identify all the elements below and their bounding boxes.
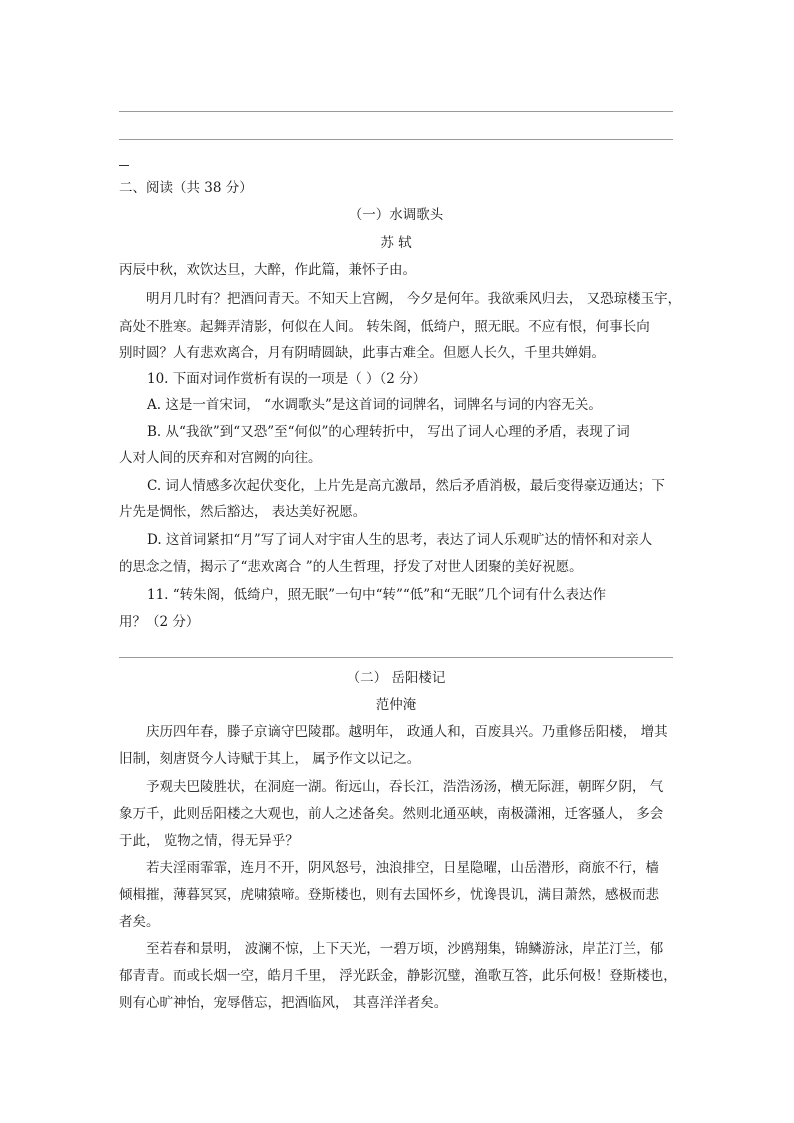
poem-line: 别时圆？人有悲欢离合，月有阴晴圆缺，此事古难全。但愿人长久，千里共婵娟。 xyxy=(119,345,605,361)
question-10-option-b-cont: 人对人间的厌弃和对宫阙的向往。 xyxy=(119,450,322,466)
essay-paragraph-line: 旧制，刻唐贤今人诗赋于其上， 属予作文以记之。 xyxy=(119,751,421,767)
question-10-option-d: D. 这首词紧扣“月”写了词人对宇宙人生的思考，表达了词人乐观旷达的情怀和对亲人 xyxy=(147,532,653,548)
essay-paragraph-line: 郁青青。而或长烟一空，皓月千里， 浮光跃金，静影沉璧，渔歌互答，此乐何极！登斯楼也， xyxy=(119,968,677,984)
header-rule-top xyxy=(119,111,673,112)
poem-line: 高处不胜寒。起舞弄清影，何似在人间。 转朱阁，低绮户，照无眠。不应有恨，何事长向 xyxy=(119,319,650,335)
question-10-option-d-cont: 的思念之情，揭示了“悲欢离合 ”的人生哲理，抒发了对世人团聚的美好祝愿。 xyxy=(119,559,583,575)
poem-line: 明月几时有？把酒问青天。不知天上宫阙， 今夕是何年。我欲乘风归去， 又恐琼楼玉宇， xyxy=(146,291,682,307)
essay-paragraph-line: 者矣。 xyxy=(119,914,160,930)
question-11-stem: 11. “转朱阁，低绮户，照无眠”一句中“转”“低”和“无眠”几个词有什么表达作 xyxy=(147,587,606,603)
essay-paragraph-line: 倾楫摧，薄暮冥冥，虎啸猿啼。登斯楼也，则有去国怀乡，忧谗畏讥，满目萧然，感极而悲 xyxy=(119,887,659,903)
question-10-option-a: A. 这是一首宋词， “水调歌头”是这首词的词牌名，词牌名与词的内容无关。 xyxy=(147,397,602,413)
question-10-option-c: C. 词人情感多次起伏变化，上片先是高亢激昂，然后矛盾消极，最后变得豪迈通达；下 xyxy=(147,478,665,494)
essay-paragraph-line: 庆历四年春，滕子京谪守巴陵郡。越明年， 政通人和，百废具兴。乃重修岳阳楼， 增其 xyxy=(146,724,668,740)
poem-author: 苏 轼 xyxy=(380,235,412,251)
essay-paragraph-line: 若夫淫雨霏霏，连月不开，阴风怒号，浊浪排空，日星隐曜，山岳潜形，商旅不行，樯 xyxy=(146,860,659,876)
short-dash-mark xyxy=(119,165,129,166)
essay-paragraph-line: 于此， 览物之情，得无异乎？ xyxy=(119,833,299,849)
question-11-stem-cont: 用？（2 分） xyxy=(119,614,200,630)
section-title: 二、阅读（共 38 分） xyxy=(119,180,253,196)
essay-author: 范仲淹 xyxy=(375,697,417,713)
essay-title: （二） 岳阳楼记 xyxy=(346,670,446,686)
header-rule-bottom xyxy=(119,139,673,140)
essay-paragraph-line: 象万千，此则岳阳楼之大观也，前人之述备矣。然则北通巫峡，南极潇湘，迁客骚人， 多会 xyxy=(119,806,664,822)
question-10-option-c-cont: 片先是惆怅，然后豁达， 表达美好祝愿。 xyxy=(119,504,367,520)
poem-title: （一）水调歌头 xyxy=(348,207,444,223)
essay-paragraph-line: 予观夫巴陵胜状，在洞庭一湖。衔远山，吞长江，浩浩汤汤，横无际涯，朝晖夕阴， 气 xyxy=(146,779,664,795)
question-10-stem: 10. 下面对词作赏析有误的一项是（ ）（2 分） xyxy=(147,371,427,387)
section-divider xyxy=(119,657,673,658)
essay-paragraph-line: 则有心旷神怡，宠辱偕忘，把酒临风， 其喜洋洋者矣。 xyxy=(119,995,448,1011)
poem-preface: 丙辰中秋，欢饮达旦，大醉，作此篇，兼怀子由。 xyxy=(119,262,416,278)
essay-paragraph-line: 至若春和景明， 波澜不惊，上下天光，一碧万顷，沙鸥翔集，锦鳞游泳，岸芷汀兰，郁 xyxy=(146,941,664,957)
question-10-option-b: B. 从“我欲”到“又恐”至“何似”的心理转折中， 写出了词人心理的矛盾，表现了词 xyxy=(147,424,630,440)
